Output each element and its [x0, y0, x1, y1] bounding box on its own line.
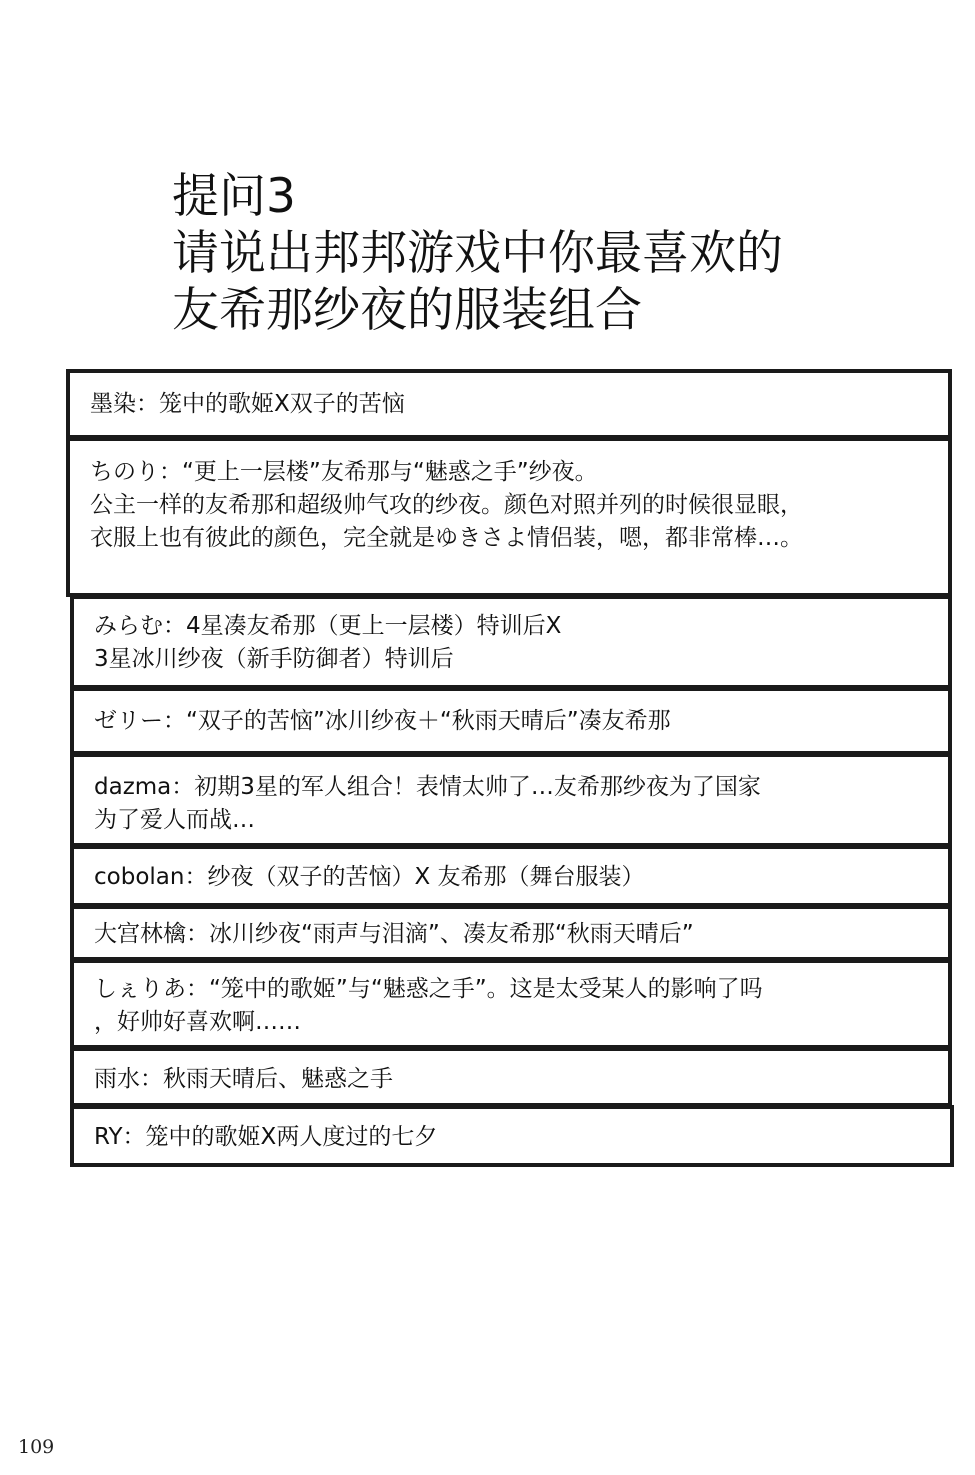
answer-line: cobolan：纱夜（双子的苦恼）X 友希那（舞台服装） [94, 864, 645, 890]
answer-box [70, 959, 952, 1049]
answer-box [70, 845, 952, 907]
answer-line: RY：笼中的歌姬X两人度过的七夕 [94, 1124, 438, 1150]
answer-line: 大宫林檎：冰川纱夜“雨声与泪滴”、凑友希那“秋雨天晴后” [94, 921, 694, 947]
answer-line: 为了爱人而战… [94, 807, 255, 833]
answer-box [66, 437, 952, 597]
answer-box [70, 595, 952, 689]
question-number: 提问3 [172, 169, 296, 224]
question-text-line-2: 友希那纱夜的服装组合 [172, 283, 642, 338]
answer-box [70, 905, 952, 961]
answer-line: ，好帅好喜欢啊…… [94, 1009, 301, 1035]
answer-box [70, 687, 952, 755]
answer-line: dazma：初期3星的军人组合！表情太帅了…友希那纱夜为了国家 [94, 774, 761, 800]
answer-line: 3星冰川纱夜（新手防御者）特训后 [94, 646, 454, 672]
answer-line: ちのり：“更上一层楼”友希那与“魅惑之手”纱夜。 [90, 459, 598, 485]
answer-box [70, 1047, 952, 1107]
question-text-line-1: 请说出邦邦游戏中你最喜欢的 [172, 226, 783, 281]
answer-line: しぇりあ：“笼中的歌姬”与“魅惑之手”。这是太受某人的影响了吗 [94, 976, 763, 1002]
answer-line: 公主一样的友希那和超级帅气攻的纱夜。颜色对照并列的时候很显眼， [90, 492, 803, 518]
answer-line: 墨染：笼中的歌姬X双子的苦恼 [90, 391, 405, 417]
answer-line: 衣服上也有彼此的颜色，完全就是ゆきさよ情侣装，嗯，都非常棒…。 [90, 525, 803, 551]
answer-box [70, 753, 952, 847]
answer-line: 雨水：秋雨天晴后、魅惑之手 [94, 1066, 393, 1092]
page-number: 109 [18, 1436, 55, 1458]
answer-box [70, 1105, 954, 1167]
answer-line: ゼリー：“双子的苦恼”冰川纱夜＋“秋雨天晴后”凑友希那 [94, 708, 671, 734]
answer-line: みらむ：4星凑友希那（更上一层楼）特训后X [94, 613, 562, 639]
answer-box [66, 369, 952, 439]
